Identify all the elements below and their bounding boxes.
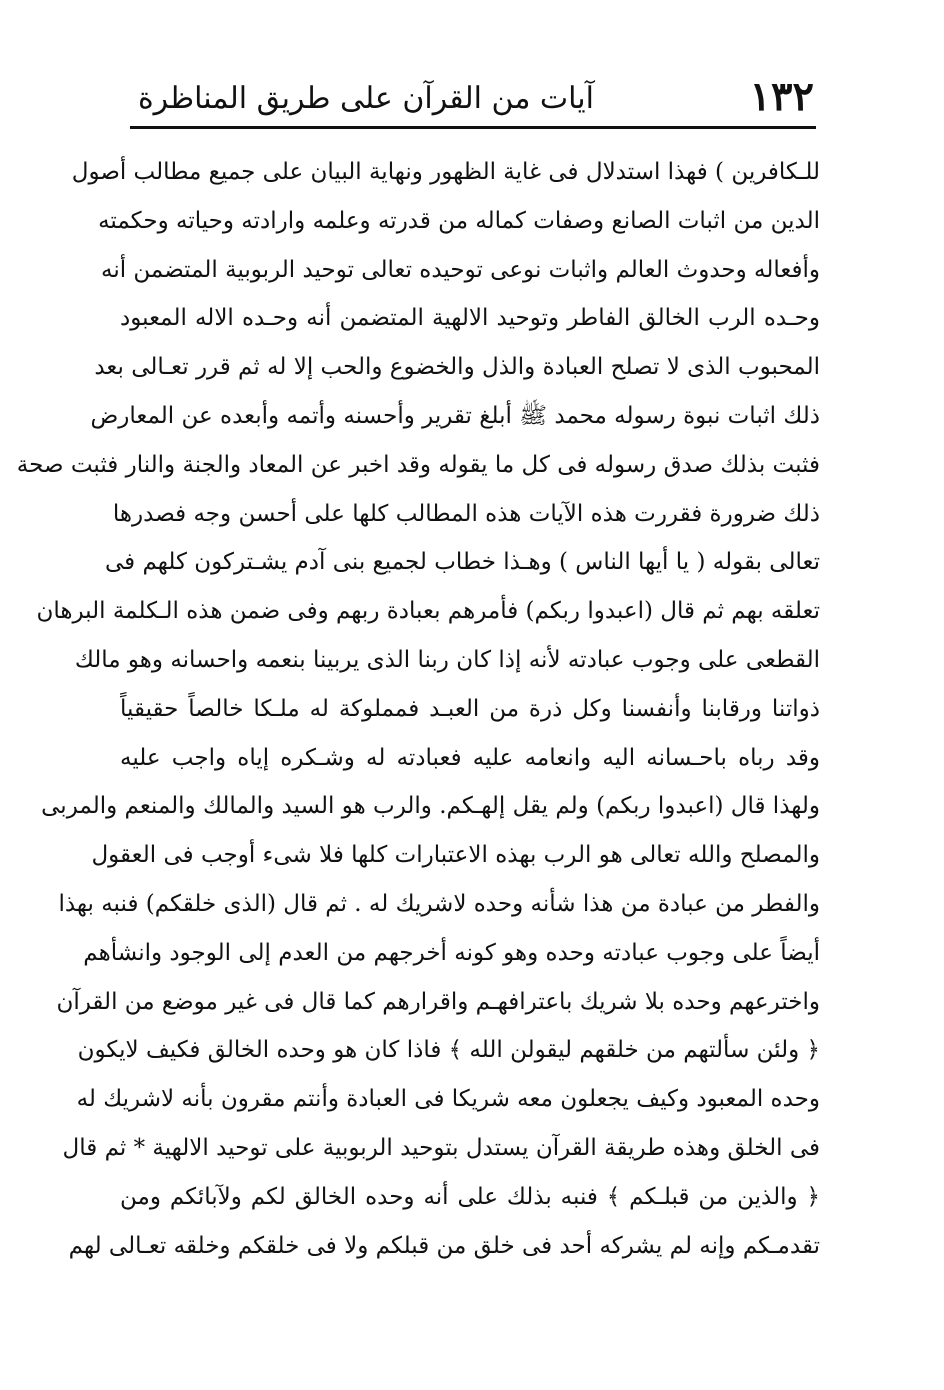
- text-line: تعالى بقوله ( يا أيها الناس ) وهـذا خطاب لجميع بنى آدم يشـتركون كلهم فى: [104, 549, 820, 576]
- text-line: ﴿ والذين من قبلـكم ﴾ فنبه بذلك على أنه وحده الخالق لكم ولآبائكم ومن: [120, 1183, 820, 1210]
- text-line: فثبت بذلك صدق رسوله فى كل ما يقوله وقد اخبر عن المعاد والجنة والنار فثبت صحة: [16, 451, 820, 478]
- text-line: وقد رباه باحـسانه اليه وانعامه عليه فعبادته له وشـكره إياه واجب عليه: [120, 744, 820, 771]
- text-line: المحبوب الذى لا تصلح العبادة والذل والخضوع والحب إلا له ثم قرر تعـالى بعد: [94, 354, 820, 381]
- text-line: ذلك اثبات نبوة رسوله محمد ﷺ أبلغ تقرير وأحسنه وأتمه وأبعده عن المعارض: [90, 402, 820, 429]
- page-header: [130, 74, 814, 122]
- text-line: الدين من اثبات الصانع وصفات كماله من قدرته وعلمه وارادته وحياته وحكمته: [98, 207, 820, 234]
- text-line: وأفعاله وحدوث العالم واثبات نوعى توحيده تعالى توحيد الربوبية المتضمن أنه: [100, 256, 820, 283]
- text-line: ولهذا قال (اعبدوا ربكم) ولم يقل إلهـكم. والرب هو السيد والمالك والمنعم والمربى: [41, 793, 820, 820]
- text-line: تقدمـكم وإنه لم يشركه أحد فى خلق من قبلكم ولا فى خلقكم وخلقه تعـالى لهم: [68, 1232, 820, 1259]
- header-rule: [130, 126, 816, 129]
- running-title: آيات من القرآن على طريق المناظرة: [137, 81, 594, 116]
- text-line: القطعى على وجوب عبادته لأنه إذا كان ربنا الذى يربينا بنعمه واحسانه وهو مالك: [74, 646, 820, 673]
- text-line: تعلقه بهم ثم قال (اعبدوا ربكم) فأمرهم بعبادة ربهم وفى ضمن هذه الـكلمة البرهان: [36, 598, 820, 625]
- text-line: واخترعهم وحده بلا شريك باعترافهـم واقرارهم كما قال فى غير موضع من القرآن: [56, 988, 820, 1015]
- text-line: للـكافرين ) فهذا استدلال فى غاية الظهور ونهاية البيان على جميع مطالب أصول: [71, 159, 820, 185]
- text-line: ذواتنا ورقابنا وأنفسنا وكل ذرة من العبـد فمملوكة له ملـكا خالصاً حقيقياً: [120, 695, 820, 722]
- text-line: أيضاً على وجوب عبادته وحده وهو كونه أخرجهم من العدم إلى الوجود وانشأهم: [83, 939, 820, 966]
- text-line: فى الخلق وهذه طريقة القرآن يستدل بتوحيد الربوبية على توحيد الالهية * ثم قال: [62, 1134, 820, 1161]
- text-line: وحده المعبود وكيف يجعلون معه شريكا فى العبادة وأنتم مقرون بأنه لاشريك له: [76, 1086, 820, 1113]
- body-text: [16, 148, 820, 1270]
- text-line: والفطر من عبادة من هذا شأنه وحده لاشريك له . ثم قال (الذى خلقكم) فنبه بهذا: [58, 890, 820, 917]
- text-line: ﴿ ولئن سألتهم من خلقهم ليقولن الله ﴾ فاذا كان هو وحده الخالق فكيف لايكون: [77, 1037, 820, 1064]
- text-line: ذلك ضرورة فقررت هذه الآيات هذه المطالب كلها على أحسن وجه فصدرها: [112, 500, 820, 527]
- text-line: والمصلح والله تعالى هو الرب بهذه الاعتبارات كلها فلا شىء أوجب فى العقول: [91, 842, 820, 869]
- page-number: ١٣٢: [749, 73, 814, 120]
- text-line: وحـده الرب الخالق الفاطر وتوحيد الالهية المتضمن أنه وحـده الاله المعبود: [120, 305, 820, 332]
